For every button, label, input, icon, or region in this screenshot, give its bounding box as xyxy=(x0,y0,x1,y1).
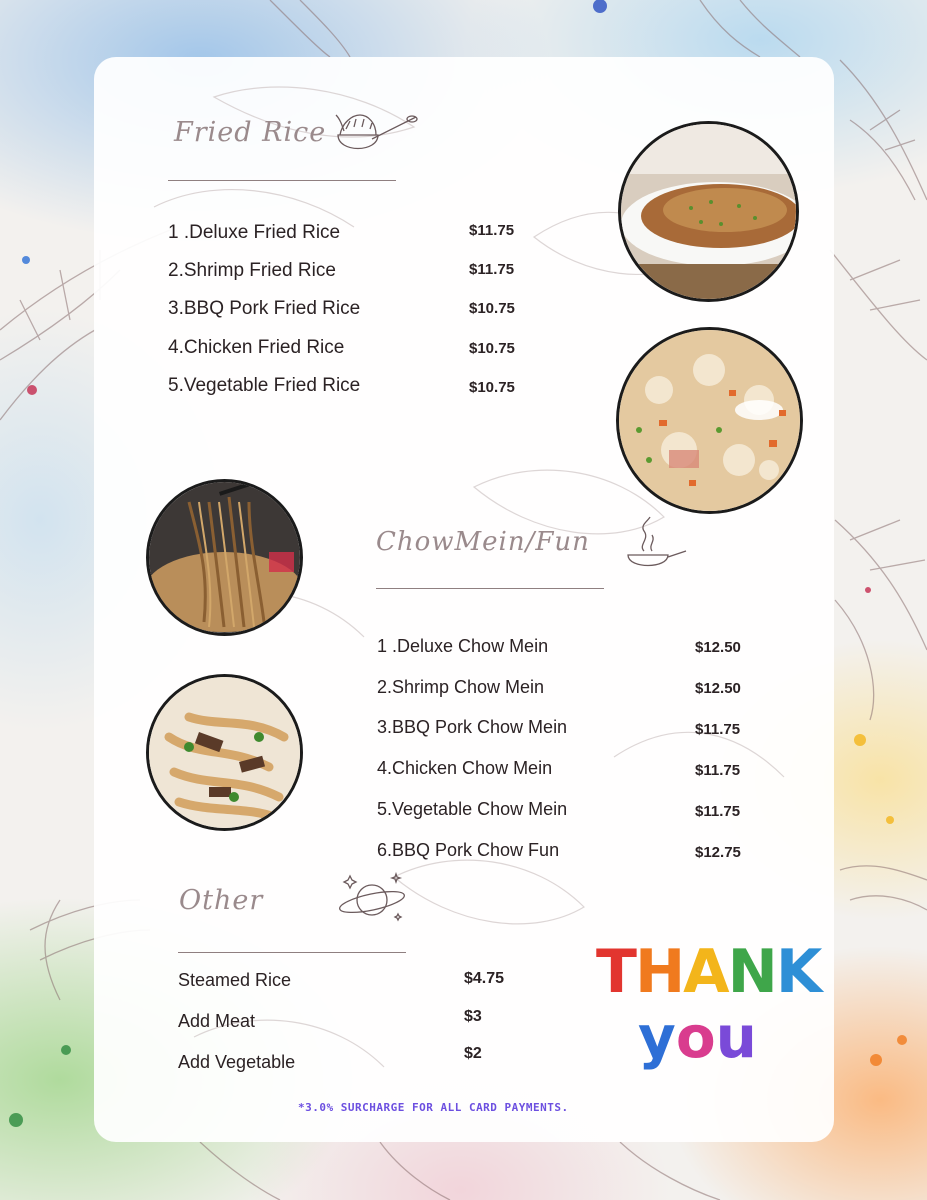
chow-mein-price-2: $12.50 xyxy=(695,680,741,697)
chow-mein-price-5: $11.75 xyxy=(695,803,741,820)
fried-rice-price-5: $10.75 xyxy=(469,379,515,396)
fried-rice-item-3: 3.BBQ Pork Fried Rice xyxy=(168,298,361,319)
chow-mein-photo xyxy=(146,479,303,636)
fried-rice-item-1: 1 .Deluxe Fried Rice xyxy=(168,222,341,243)
other-divider xyxy=(178,952,406,953)
other-item-3: Add Vegetable xyxy=(178,1052,296,1072)
thank-you-letter: o xyxy=(675,1003,716,1071)
chow-mein-item-3: 3.BBQ Pork Chow Mein xyxy=(377,717,568,737)
other-price-3: $2 xyxy=(464,1045,482,1062)
fried-rice-item-2: 2.Shrimp Fried Rice xyxy=(168,260,336,281)
frying-pan-icon xyxy=(622,515,688,577)
chow-mein-price-3: $11.75 xyxy=(695,721,741,738)
chow-mein-item-4: 4.Chicken Chow Mein xyxy=(377,758,553,778)
thank-you-letter: A xyxy=(683,937,728,1007)
other-item-1: Steamed Rice xyxy=(178,970,292,990)
fried-rice-title: Fried Rice xyxy=(174,117,327,148)
card-surcharge-note: *3.0% SURCHARGE FOR ALL CARD PAYMENTS. xyxy=(298,1101,569,1114)
thank-you-letter: H xyxy=(634,937,684,1007)
fried-rice-price-3: $10.75 xyxy=(469,300,515,317)
other-item-2: Add Meat xyxy=(178,1011,256,1031)
thank-you-letter: N xyxy=(727,937,776,1007)
chow-mein-title: ChowMein/Fun xyxy=(376,527,590,557)
chow-mein-price-6: $12.75 xyxy=(695,844,741,861)
chow-mein-item-6: 6.BBQ Pork Chow Fun xyxy=(377,840,560,860)
fried-rice-item-5: 5.Vegetable Fried Rice xyxy=(168,375,361,396)
other-price-1: $4.75 xyxy=(464,970,505,987)
chow-mein-item-1: 1 .Deluxe Chow Mein xyxy=(377,636,549,656)
thank-you-letter: T xyxy=(596,937,635,1007)
chow-mein-price-4: $11.75 xyxy=(695,762,741,779)
chow-mein-divider xyxy=(376,588,604,589)
fried-rice-price-1: $11.75 xyxy=(469,222,515,239)
fried-rice-price-4: $10.75 xyxy=(469,340,515,357)
fried-rice-photo-2 xyxy=(616,327,803,514)
fried-rice-item-4: 4.Chicken Fried Rice xyxy=(168,337,345,358)
other-title: Other xyxy=(179,885,264,916)
chow-fun-photo xyxy=(146,674,303,831)
rice-bowl-icon xyxy=(332,105,422,165)
thank-you-letter: K xyxy=(775,937,821,1007)
chow-mein-item-2: 2.Shrimp Chow Mein xyxy=(377,677,545,697)
thank-you-line-2 xyxy=(638,1003,757,1071)
thank-you-line-1 xyxy=(596,937,820,1007)
other-price-2: $3 xyxy=(464,1008,482,1025)
planet-icon xyxy=(336,872,408,926)
menu-card xyxy=(94,57,834,1142)
chow-mein-item-5: 5.Vegetable Chow Mein xyxy=(377,799,568,819)
thank-you-graphic xyxy=(596,937,821,1097)
thank-you-letter: u xyxy=(715,1003,757,1071)
fried-rice-price-2: $11.75 xyxy=(469,261,515,278)
chow-mein-price-1: $12.50 xyxy=(695,639,741,656)
thank-you-letter: y xyxy=(638,1003,676,1071)
fried-rice-divider xyxy=(168,180,396,181)
fried-rice-photo-1 xyxy=(618,121,799,302)
